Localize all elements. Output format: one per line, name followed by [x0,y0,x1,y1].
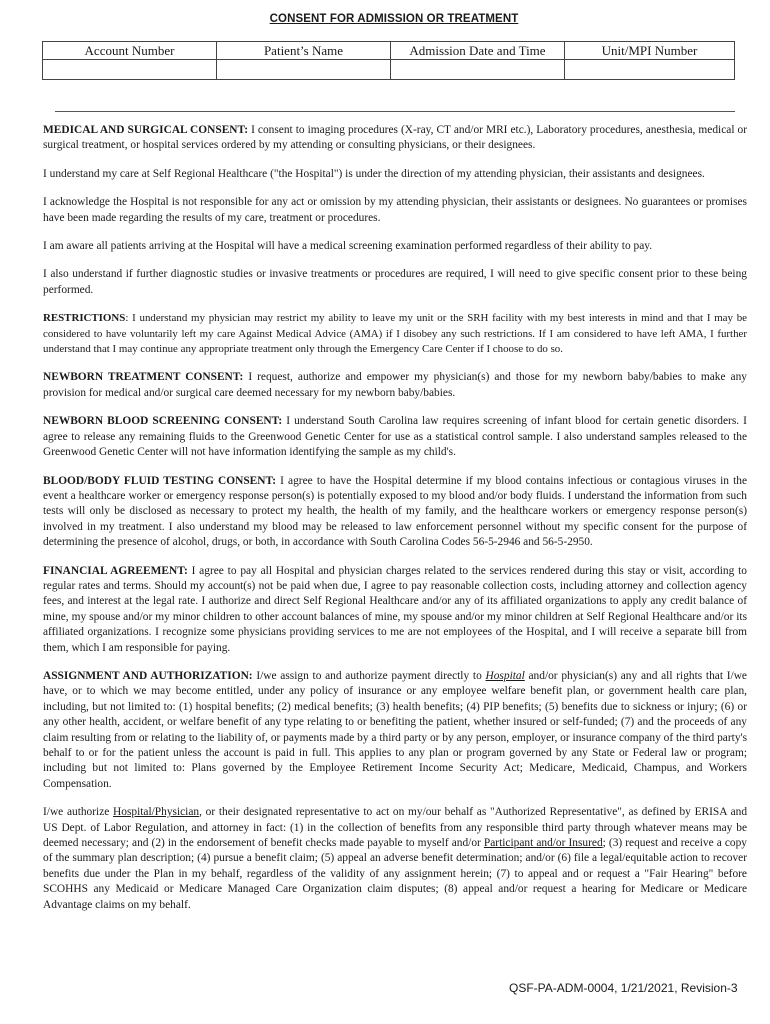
newborn-screening-paragraph [43,414,747,460]
assignment-text-rest: and/or physician(s) any and all rights that I/we have, or to which we may become entitled, under any policy of insurance or any employee welfare benefit plan, or government health care plan, including, but not limited to: (1) hospital benefits; (2) medical benefits; (3) health benefits; (4) PIP benefits; (5) benefits due to sickness or injury; (6) or any other health, accident, or welfare benefit of any type relating to or benefiting the patient, whether insured or self-funded; (7) and the proceeds of any claim resulting from or relating to the liability of, or payments made by a third party or by any person, employer, or insurance company of the third party's behalf to or for the patient unless the account is paid in full. This applies to any plan or program governed by any State or Federal law or program; including but not limited to: Plans governed by the Employee Retirement Income Security Act; Medicare, Medicaid, Champus, and Workers Compensation. [43,669,747,790]
assignment-text-start: I/we assign to and authorize payment directly to [252,669,486,682]
assignment-paragraph [43,669,747,792]
financial-agreement-heading: FINANCIAL AGREEMENT: [43,564,188,577]
newborn-screening-heading: NEWBORN BLOOD SCREENING CONSENT: [43,415,283,428]
admission-date-header: Admission Date and Time [391,42,565,60]
fluid-testing-text: I agree to have the Hospital determine if my blood contains infectious or contagious viruses in the event a healthcare worker or emergency response person(s) is potentially exposed to my blood and/or body fluids. I understand the information from such tests will only be disclosed as necessary to protect my health, the health of my family, and the healthcare workers or emergency response person(s) involved in my treatment. I also understand my blood may be released to law enforcement personnel without my specific consent for the purpose of determining the presence of alcohol, drugs, or both, in accordance with South Carolina Codes 56-5-2946 and 56-5-2950. [43,474,748,549]
account-number-header: Account Number [43,42,217,60]
newborn-treatment-paragraph [43,370,747,401]
restrictions-text: : I understand my physician may restrict my ability to leave my unit or the SRH facility with my best interests in mind and that I may be considered to have voluntarily left my care Against Medical Advice (AMA) if I disobey any such restrictions. If I am considered to have left AMA, I further understand that I may continue any appropriate treatment only through the Emergency Care Center if I choose to do so. [43,312,747,356]
account-number-cell[interactable] [43,60,217,80]
fluid-testing-paragraph [43,474,747,551]
authorization-participant-term: Participant and/or Insured [483,837,603,850]
page-title: CONSENT FOR ADMISSION OR TREATMENT [269,13,519,25]
medical-consent-paragraph [43,123,747,154]
newborn-treatment-text: I request, authorize and empower my physician(s) and those for my newborn baby/babies to make any provision for medical and/or surgical care deemed necessary for my newborn baby/babies. [43,371,748,399]
newborn-screening-text: I understand South Carolina law requires screening of infant blood for certain genetic disorders. I agree to release any remaining fluids to the Greenwood Genetic Center for use as a statistical control sample. I also understand samples released to the Greenwood Genetic Center will not have information identifying the sample as my child's. [43,415,747,459]
assignment-hospital-term: Hospital [485,669,525,682]
patient-info-table [42,41,735,80]
acknowledge-paragraph: I acknowledge the Hospital is not responsible for any act or omission by my attending physician, their assistants or designees. No guarantees or promises have been made regarding the results of my care, treatment or procedures. [43,196,747,224]
unit-mpi-cell[interactable] [565,60,735,80]
form-revision-footer: QSF-PA-ADM-0004, 1/21/2021, Revision-3 [509,981,738,995]
authorization-hospital-physician-term: Hospital/Physician [113,806,200,819]
authorization-text-middle: , or their designated representative to act on my/our behalf as "Authorized Representative", as defined by ERISA and US Dept. of Labor Regulation, and attorney in fact: (1) in the collection of benefits from any responsible third party through whatever means may be deemed necessary; and (2) in the endorsement of benefit checks made payable to myself and/or [43,806,748,850]
unit-mpi-header: Unit/MPI Number [565,42,735,60]
fluid-testing-heading: BLOOD/BODY FLUID TESTING CONSENT: [43,474,277,487]
financial-agreement-text: I agree to pay all Hospital and physician charges related to the services rendered during this stay or visit, according to regular rates and terms. Should my account(s) not be paid when due, I agree to pay reasonable collection costs, including attorney and collection agency fees, and interest at the legal rate. I authorize and direct Self Regional Healthcare and/or any of its affiliated organizations to apply any credit balance of mine, my spouse and/or my minor children to other account balances of mine, my spouse and/or my minor children at Self Regional Healthcare and/or its affiliated organizations. I recognize some physicians providing services to me are not employees of the Hospital, and I will receive a separate bill from them, which I am responsible for paying. [43,564,747,654]
assignment-heading: ASSIGNMENT AND AUTHORIZATION: [43,669,253,682]
specific-consent-paragraph: I also understand if further diagnostic studies or invasive treatments or procedures are required, I will need to give specific consent prior to these being performed. [43,268,747,296]
newborn-treatment-heading: NEWBORN TREATMENT CONSENT: [43,371,244,384]
patient-name-header: Patient’s Name [217,42,391,60]
consent-body [43,123,747,926]
table-header-row [43,42,735,60]
patient-name-cell[interactable] [217,60,391,80]
financial-agreement-paragraph [43,564,747,656]
admission-date-cell[interactable] [391,60,565,80]
divider-line [55,111,735,112]
restrictions-heading: RESTRICTIONS [43,312,126,325]
authorization-text-start: I/we authorize [43,806,114,819]
care-direction-paragraph: I understand my care at Self Regional Healthcare ("the Hospital") is under the direction of my attending physician, their assistants and designees. [43,167,705,180]
authorization-text-end: ; (3) request and receive a copy of the summary plan description; (4) pursue a benefit claim; (5) appeal an adverse benefit determination; and/or (6) file a legal/equitable action to recover benefits due under the Plan in my behalf, regardless of the validity of any assignment herein; (7) to appeal and or request a "Fair Hearing" before SCOHHS any Medicaid or Medicare Managed Care Organization claim disputes; (8) appeal and/or request a hearing for Medicare or Medicare Advantage claims on my behalf. [43,837,747,911]
screening-paragraph: I am aware all patients arriving at the Hospital will have a medical screening examination performed regardless of their ability to pay. [43,240,653,253]
authorization-paragraph [43,805,747,913]
medical-consent-heading: MEDICAL AND SURGICAL CONSENT: [43,124,249,136]
medical-consent-text: I consent to imaging procedures (X-ray, CT and/or MRI etc.), Laboratory procedures, anesthesia, medical or surgical treatment, or hospital services ordered by my attending or consulting physicians, or their designees. [43,124,747,152]
restrictions-paragraph [43,311,747,357]
table-input-row [43,60,735,80]
